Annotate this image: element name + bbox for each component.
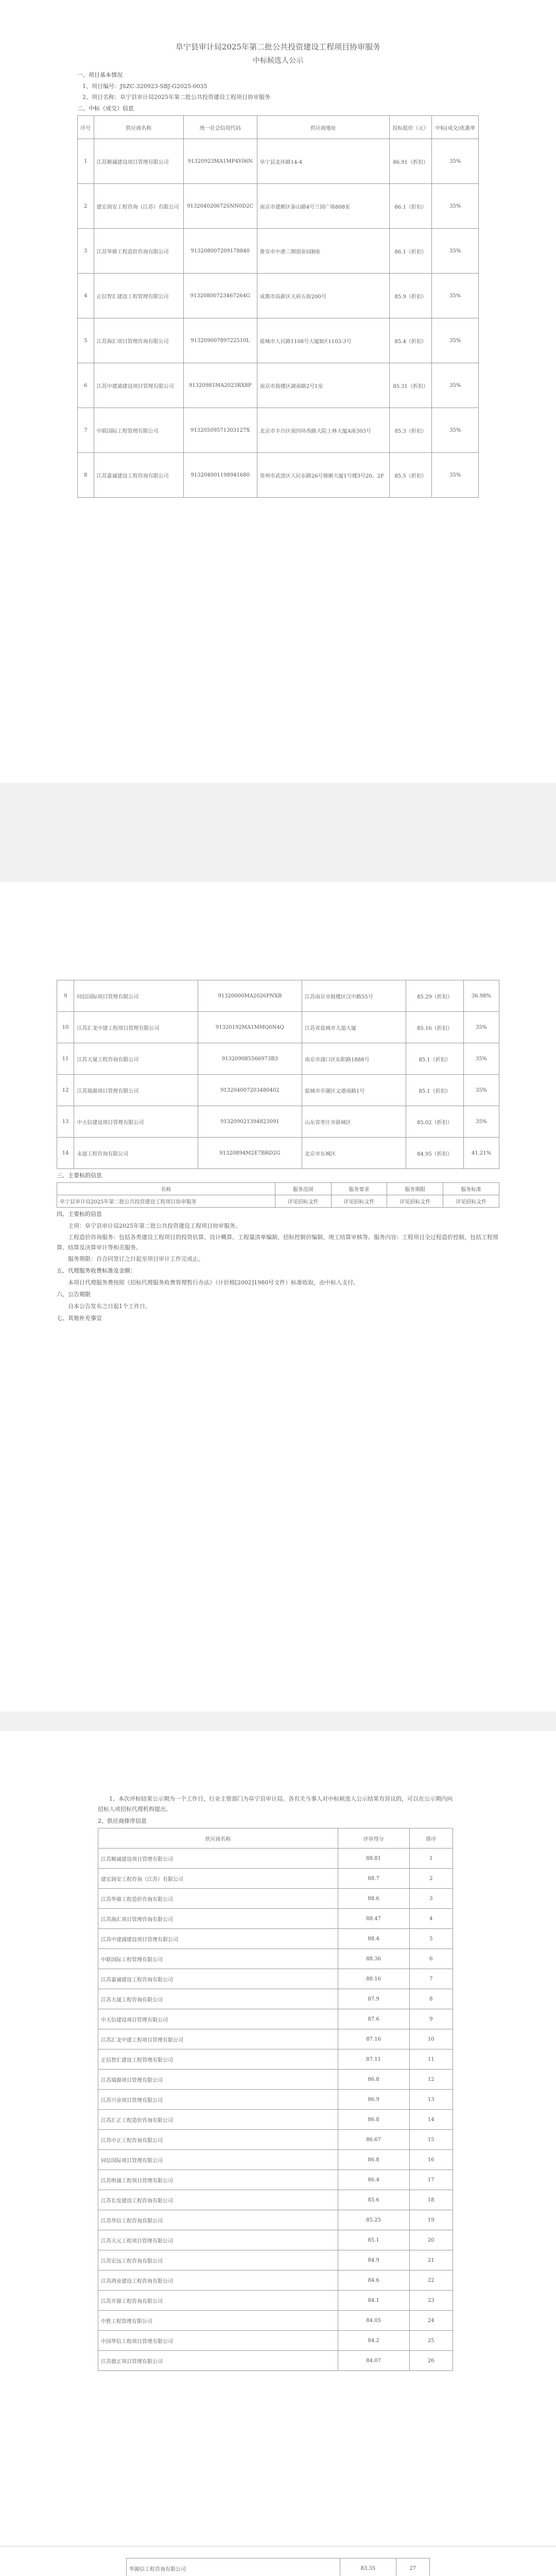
table-cell: 25	[409, 2331, 453, 2351]
table-cell: 35%	[432, 274, 479, 318]
table-cell: 35%	[432, 184, 479, 229]
table-cell: 86.67	[338, 2130, 409, 2150]
paragraph: 本项目代理服务费按照《招标代理服务收费管理暂行办法》（计价格[2002]1980号文件）标准收取，由中标人支付。	[68, 1279, 359, 1286]
section-heading: 一、项目基本情况	[77, 72, 123, 78]
table-header: 供应商名称	[98, 1828, 338, 1849]
table-cell: 913204001198941680	[183, 453, 257, 498]
table-cell: 江苏瑞源项目管理有限公司	[74, 1075, 198, 1106]
table-cell: 江苏华信工程咨询有限公司	[98, 2210, 338, 2230]
table-cell: 85.3（折扣）	[389, 408, 432, 453]
table-cell: 26	[409, 2351, 453, 2371]
table-row	[98, 2110, 453, 2130]
table-cell: 江苏华鼎工程造价咨询有限公司	[94, 229, 183, 274]
table-header: 服务要求	[331, 1183, 387, 1195]
table-cell: 中天信建设项目管理有限公司	[74, 1106, 198, 1138]
table-row	[98, 2009, 453, 2029]
ranking-table-continued	[126, 2558, 430, 2576]
table-cell: 91320192MA1MMQ0N4Q	[198, 1012, 302, 1043]
table-cell: 江苏嘉诚建设工程咨询有限公司	[98, 1969, 338, 1989]
table-cell: 江苏汇龙中建工程项目管理有限公司	[98, 2029, 338, 2049]
table-row	[98, 2270, 453, 2291]
table-cell: 85.1（折扣）	[406, 1075, 464, 1106]
table-cell: 86.8	[338, 2070, 409, 2090]
table-cell: 27	[396, 2558, 429, 2576]
table-row	[78, 274, 479, 318]
table-cell: 91320981MA2023RX8P	[183, 363, 257, 408]
table-cell: 中国华信工程项目管理有限公司	[98, 2331, 338, 2351]
table-header: 服务标准	[443, 1183, 499, 1195]
table-cell: 86.1（折扣）	[389, 229, 432, 274]
table-cell: 江苏天晟工程咨询有限公司	[98, 1989, 338, 2009]
table-cell: 6	[78, 363, 94, 408]
table-row	[78, 318, 479, 363]
table-cell: 北京市丰台区南四环西路大院上林大厦A座303号	[257, 408, 389, 453]
table-cell: 永道工程咨询有限公司	[74, 1138, 198, 1169]
table-cell: 41.21%	[463, 1138, 499, 1169]
section-heading: 七、其他补充事宜	[57, 1315, 102, 1321]
table-cell: 江苏中建浦建设项目管理有限公司	[94, 363, 183, 408]
table-row	[127, 2558, 430, 2576]
table-cell: 江苏省盐城市大道大厦	[302, 1012, 406, 1043]
section-heading: 二、中标（成交）信息	[77, 105, 134, 112]
table-header: 供应商地址	[257, 116, 389, 139]
table-cell: 913209085566973B3	[198, 1043, 302, 1075]
table-header: 排序	[409, 1828, 453, 1849]
table-cell: 88.7	[338, 1869, 409, 1889]
table-cell: 北京市东城区	[302, 1138, 406, 1169]
table-header: 供应商名称	[94, 116, 183, 139]
table-cell: 5	[78, 318, 94, 363]
paragraph: 1、本次评标结果公示期为一个工作日，行业主管部门为阜宁县审计局。各有关当事人对中标候选人公示结果有异议的，可以在公示期内向招标人或招标代理机构提出。	[98, 1795, 453, 1812]
table-cell: 86.9	[338, 2090, 409, 2110]
table-cell: 7	[78, 408, 94, 453]
table-row	[57, 980, 499, 1012]
table-cell: 江苏海汇项目管理咨询有限公司	[94, 318, 183, 363]
table-cell: 江苏开源工程咨询有限公司	[98, 2291, 338, 2311]
table-cell: 11	[409, 2049, 453, 2070]
candidate-table-continued	[57, 980, 499, 1169]
table-cell: 913208007209178840	[183, 229, 257, 274]
table-cell: 23	[409, 2291, 453, 2311]
table-cell: 中胜工程管理有限公司	[98, 2311, 338, 2331]
notice-title: 阜宁县审计局2025年第二批公共投资建设工程项目协审服务	[175, 42, 381, 52]
table-row	[78, 229, 479, 274]
table-cell: 88.16	[338, 1969, 409, 1989]
table-cell: 中联国际工程管理有限公司	[98, 1949, 338, 1969]
table-row	[98, 1969, 453, 1989]
table-cell: 22	[409, 2270, 453, 2291]
table-cell: 13	[409, 2090, 453, 2110]
table-cell: 85.25	[338, 2210, 409, 2230]
table-cell: 南京市建邺区泰山路4号兰园广场808室	[257, 184, 389, 229]
table-cell: 913204020672SNN0D2C	[183, 184, 257, 229]
table-header: 名称	[57, 1183, 275, 1195]
document-page-4	[0, 2548, 556, 2576]
table-cell: 5	[409, 1929, 453, 1949]
table-row	[98, 1849, 453, 1869]
table-cell: 江苏瑞源项目管理有限公司	[98, 2070, 338, 2090]
table-cell: 91320509571303127X	[183, 408, 257, 453]
table-cell: 84.9	[338, 2250, 409, 2270]
table-header: 序号	[78, 116, 94, 139]
table-cell: 35%	[463, 1043, 499, 1075]
paragraph: 工程造价咨询服务：包括各类建设工程项目的投资估算、设计概算、工程量清单编制、招标控制价编制、竣工结算审核等。服务内容：工程项目全过程造价控制，包括工程预算、结算及决算审计等相关服务。	[57, 1234, 498, 1251]
table-cell: 成都市高新区天府五街200号	[257, 274, 389, 318]
table-cell: 详见招标文件	[275, 1195, 331, 1208]
document-page-2	[0, 882, 556, 1711]
table-cell: 4	[78, 274, 94, 318]
table-cell: 91320923MA1MP4Y06N	[183, 139, 257, 184]
table-cell: 常州市武进区人民东路26号鼎顺大厦1号楼3号20、2F	[257, 453, 389, 498]
table-cell: 10	[409, 2029, 453, 2049]
table-cell: 85.31（折扣）	[389, 363, 432, 408]
table-cell: 35%	[432, 318, 479, 363]
table-cell: 阜宁县北环路14-4	[257, 139, 389, 184]
table-cell: 84.95（折扣）	[406, 1138, 464, 1169]
table-cell: 86.1（折扣）	[389, 184, 432, 229]
table-row	[98, 2291, 453, 2311]
table-row	[98, 1909, 453, 1929]
table-cell: 6	[409, 1949, 453, 1969]
section-heading: 五、代理服务收费标准及金额：	[57, 1267, 136, 1274]
table-row	[98, 1869, 453, 1889]
table-cell: 南京市鼓楼区湖南路2号1室	[257, 363, 389, 408]
table-cell: 24	[409, 2311, 453, 2331]
table-cell: 12	[57, 1075, 74, 1106]
table-cell: 88.4	[338, 1929, 409, 1949]
table-cell: 84.1	[338, 2291, 409, 2311]
table-cell: 91320000MA2026PNXB	[198, 980, 302, 1012]
table-cell: 江苏顺诚建设项目管理有限公司	[94, 139, 183, 184]
table-cell: 35%	[432, 139, 479, 184]
table-cell: 阜宁县审计局2025年第二批公共投资建设工程项目协审服务	[57, 1195, 275, 1208]
table-cell: 江苏汇正工程造价咨询有限公司	[98, 2110, 338, 2130]
table-cell: 17	[409, 2170, 453, 2190]
table-cell: 盐城市亭湖区文港南路1号	[302, 1075, 406, 1106]
table-cell: 84.6	[338, 2270, 409, 2291]
table-cell: 详见招标文件	[331, 1195, 387, 1208]
notice-subtitle: 中标候选人公示	[253, 57, 303, 65]
table-cell: 18	[409, 2190, 453, 2210]
table-cell: 江苏明诚工程项目管理有限公司	[98, 2170, 338, 2190]
table-row	[98, 2029, 453, 2049]
table-cell: 85.1	[338, 2230, 409, 2250]
ranking-table	[98, 1828, 453, 2371]
table-row	[57, 1012, 499, 1043]
table-row	[98, 1889, 453, 1909]
table-cell: 85.5（折扣）	[389, 453, 432, 498]
table-cell: 19	[409, 2210, 453, 2230]
table-row	[98, 1989, 453, 2009]
table-cell: 86.8	[338, 2110, 409, 2130]
table-cell: 江苏嘉诚建设工程咨询有限公司	[94, 453, 183, 498]
table-row	[98, 2210, 453, 2230]
table-cell: 85.16（折扣）	[406, 1012, 464, 1043]
table-cell: 9	[57, 980, 74, 1012]
table-cell: 江苏天元工程项目管理有限公司	[98, 2230, 338, 2250]
paragraph: 主项：阜宁县审计局2025年第二批公共投资建设工程项目协审服务。	[68, 1223, 241, 1229]
table-cell: 同信国际项目管理有限公司	[98, 2150, 338, 2170]
service-table	[57, 1182, 499, 1208]
table-cell: 88.6	[338, 1889, 409, 1909]
table-cell: 86.91（折扣）	[389, 139, 432, 184]
table-cell: 详见招标文件	[387, 1195, 443, 1208]
table-cell: 14	[57, 1138, 74, 1169]
table-cell: 91320900789722510L	[183, 318, 257, 363]
table-cell: 中联国际工程管理有限公司	[94, 408, 183, 453]
table-cell: 江苏德正项目管理有限公司	[98, 2351, 338, 2371]
table-row	[98, 2170, 453, 2190]
table-cell: 详见招标文件	[443, 1195, 499, 1208]
table-cell: 86.8	[338, 2150, 409, 2170]
table-cell: 江苏长发建设工程咨询有限公司	[98, 2190, 338, 2210]
table-cell: 华源信工程咨询有限公司	[127, 2558, 340, 2576]
table-cell: 10	[57, 1012, 74, 1043]
table-row	[57, 1043, 499, 1075]
table-row	[57, 1106, 499, 1138]
table-header: 中标(成交)优惠率	[432, 116, 479, 139]
table-cell: 91320894M2E7BRD2G	[198, 1138, 302, 1169]
table-cell: 正信智汇建设工程管理有限公司	[98, 2049, 338, 2070]
paragraph: 服务期限：自合同签订之日起至项目审计工作完成止。	[68, 1256, 204, 1262]
paragraph: 自本公告发布之日起1个工作日。	[68, 1303, 151, 1310]
table-cell: 淮安市中港三期创业园B座	[257, 229, 389, 274]
table-row	[78, 363, 479, 408]
section-heading: 三、主要标的信息	[57, 1172, 102, 1179]
document-page-1	[0, 0, 556, 783]
table-row	[98, 1929, 453, 1949]
table-row	[98, 2331, 453, 2351]
table-cell: 正信智汇建设工程管理有限公司	[94, 274, 183, 318]
table-cell: 南京市浦口区东阳路1888号	[302, 1043, 406, 1075]
table-cell: 35%	[432, 453, 479, 498]
table-cell: 江苏天晟工程咨询有限公司	[74, 1043, 198, 1075]
document-page-3	[0, 1731, 556, 2545]
table-cell: 84.05	[338, 2311, 409, 2331]
table-cell: 86.4	[338, 2170, 409, 2190]
table-row	[78, 453, 479, 498]
table-cell: 88.81	[338, 1849, 409, 1869]
table-cell: 87.11	[338, 2049, 409, 2070]
section-heading: 六、公告期限	[57, 1291, 91, 1298]
table-cell: 83.35	[340, 2558, 396, 2576]
table-cell: 85.9（折扣）	[389, 274, 432, 318]
table-cell: 35%	[432, 229, 479, 274]
table-cell: 3	[78, 229, 94, 274]
table-row	[78, 184, 479, 229]
table-row	[98, 2070, 453, 2090]
project-number: 1、项目编号：JSZC-320923-SBJ-G2025-0035	[82, 83, 207, 90]
table-cell: 7	[409, 1969, 453, 1989]
table-row	[98, 2250, 453, 2270]
section-heading: 四、主要标的信息	[57, 1211, 102, 1217]
table-cell: 35%	[432, 363, 479, 408]
table-cell: 11	[57, 1043, 74, 1075]
table-cell: 85.02（折扣）	[406, 1106, 464, 1138]
table-cell: 江苏华鼎工程造价咨询有限公司	[98, 1889, 338, 1909]
table-cell: 16	[409, 2150, 453, 2170]
table-row	[98, 1949, 453, 1969]
table-row	[78, 408, 479, 453]
table-cell: 江苏顺诚建设项目管理有限公司	[98, 1849, 338, 1869]
table-cell: 21	[409, 2250, 453, 2270]
table-cell: 山东省枣庄市薛城区	[302, 1106, 406, 1138]
table-cell: 13	[57, 1106, 74, 1138]
project-name: 2、项目名称：阜宁县审计局2025年第二批公共投资建设工程项目协审服务	[82, 94, 270, 100]
table-cell: 85.29（折扣）	[406, 980, 464, 1012]
candidate-table	[77, 115, 479, 498]
table-cell: 35%	[432, 408, 479, 453]
table-cell: 9	[409, 2009, 453, 2029]
table-cell: 江苏中正工程咨询有限公司	[98, 2130, 338, 2150]
table-cell: 4	[409, 1909, 453, 1929]
table-row	[57, 1075, 499, 1106]
table-cell: 85.4（折扣）	[389, 318, 432, 363]
table-cell: 35%	[463, 1075, 499, 1106]
table-cell: 江苏兴业项目管理有限公司	[98, 2090, 338, 2110]
table-header: 投标报价（元）	[389, 116, 432, 139]
table-cell: 84.2	[338, 2331, 409, 2351]
table-cell: 85.6	[338, 2190, 409, 2210]
table-cell: 2	[78, 184, 94, 229]
table-cell: 88.36	[338, 1949, 409, 1969]
table-cell: 87.6	[338, 2009, 409, 2029]
table-row	[98, 2351, 453, 2371]
table-row	[98, 2090, 453, 2110]
table-cell: 913204007203480402	[198, 1075, 302, 1106]
table-header: 服务范围	[275, 1183, 331, 1195]
table-cell: 江苏中建浦建设项目管理有限公司	[98, 1929, 338, 1949]
table-row	[98, 2311, 453, 2331]
table-cell: 84.07	[338, 2351, 409, 2371]
table-row	[78, 139, 479, 184]
table-cell: 35%	[463, 1012, 499, 1043]
table-cell: 87.9	[338, 1989, 409, 2009]
table-cell: 同信国际项目管理有限公司	[74, 980, 198, 1012]
table-cell: 江苏南京市鼓楼区汉中路55号	[302, 980, 406, 1012]
table-cell: 盐城市人民路1108号大厦B区1103-3号	[257, 318, 389, 363]
table-cell: 建宏润安工程咨询（江苏）有限公司	[94, 184, 183, 229]
table-cell: 8	[409, 1989, 453, 2009]
table-cell: 中天信建设项目管理有限公司	[98, 2009, 338, 2029]
table-cell: 1	[409, 1849, 453, 1869]
table-cell: 3	[409, 1889, 453, 1909]
table-cell: 1	[78, 139, 94, 184]
table-cell: 87.16	[338, 2029, 409, 2049]
table-cell: 14	[409, 2110, 453, 2130]
table-cell: 12	[409, 2070, 453, 2090]
table-cell: 85.1（折扣）	[406, 1043, 464, 1075]
table-cell: 913209021394823091	[198, 1106, 302, 1138]
table-header: 服务期限	[387, 1183, 443, 1195]
table-cell: 8	[78, 453, 94, 498]
table-cell: 88.47	[338, 1909, 409, 1929]
table-cell: 36.98%	[463, 980, 499, 1012]
table-cell: 91320800723467264G	[183, 274, 257, 318]
table-cell: 20	[409, 2230, 453, 2250]
table-cell: 江苏海汇项目管理咨询有限公司	[98, 1909, 338, 1929]
table-row	[98, 2230, 453, 2250]
table-cell: 江苏汇龙中建工程项目管理有限公司	[74, 1012, 198, 1043]
table-row	[98, 2150, 453, 2170]
table-row	[57, 1138, 499, 1169]
table-cell: 35%	[463, 1106, 499, 1138]
table-header: 统一社会信用代码	[183, 116, 257, 139]
table-cell: 江苏鸿业建设工程咨询有限公司	[98, 2270, 338, 2291]
table-cell: 2	[409, 1869, 453, 1889]
table-cell: 15	[409, 2130, 453, 2150]
table-cell: 建宏润安工程咨询（江苏）有限公司	[98, 1869, 338, 1889]
table-row	[98, 2130, 453, 2150]
list-title: 2、供应商排序信息	[98, 1818, 147, 1824]
table-header: 评审得分	[338, 1828, 409, 1849]
table-row	[98, 2049, 453, 2070]
table-cell: 江苏宏远工程咨询有限公司	[98, 2250, 338, 2270]
table-row	[98, 2190, 453, 2210]
